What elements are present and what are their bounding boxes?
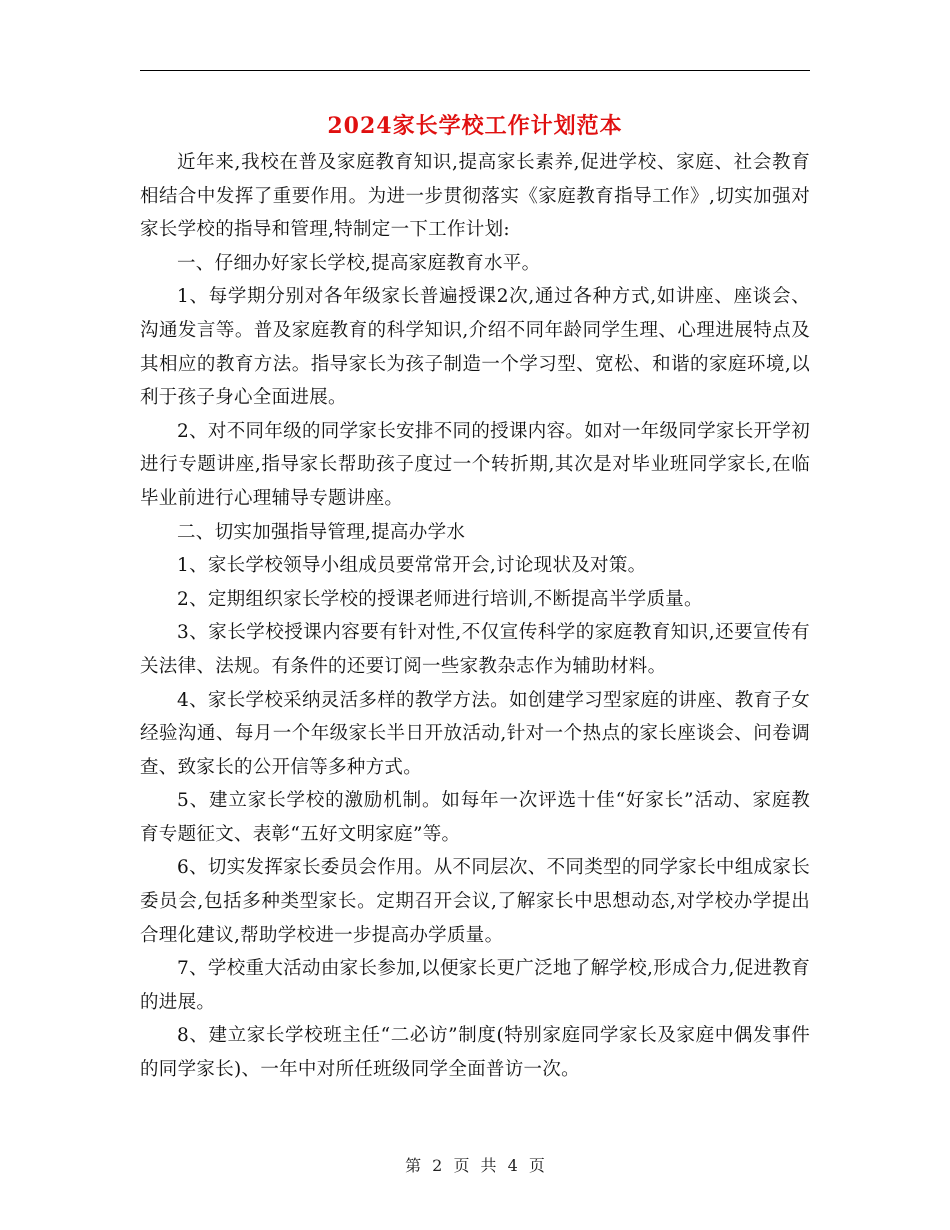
body-paragraph: 2、定期组织家长学校的授课老师进行培训,不断提高半学质量。: [177, 588, 703, 610]
section-heading-1: 一、仔细办好家长学校,提高家庭教育水平。: [177, 252, 541, 274]
body-paragraph: 3、家长学校授课内容要有针对性,不仅宣传科学的家庭教育知识,还要宣传有关法律、法规。有条件的还要订阅一些家教杂志作为辅助材料。: [140, 622, 810, 677]
body-paragraph: 4、家长学校采纳灵活多样的教学方法。如创建学习型家庭的讲座、教育子女经验沟通、每月一个年级家长半日开放活动,针对一个热点的家长座谈会、问卷调查、致家长的公开信等多种方式。: [140, 689, 810, 778]
body-paragraph: 5、建立家长学校的激励机制。如每年一次评选十佳“好家长”活动、家庭教育专题征文、表彰“五好文明家庭”等。: [140, 790, 810, 845]
document-title: 2024家长学校工作计划范本: [327, 113, 623, 139]
page-number-footer: 第 2 页 共 4 页: [405, 1156, 545, 1175]
intro-paragraph: 近年来,我校在普及家庭教育知识,提高家长素养,促进学校、家庭、社会教育相结合中发挥了重要作用。为进一步贯彻落实《家庭教育指导工作》,切实加强对家长学校的指导和管理,特制定一下工作计划:: [140, 152, 810, 241]
body-paragraph: 8、建立家长学校班主任“二必访”制度(特别家庭同学家长及家庭中偶发事件的同学家长)、一年中对所任班级同学全面普访一次。: [140, 1025, 810, 1081]
body-paragraph: 6、切实发挥家长委员会作用。从不同层次、不同类型的同学家长中组成家长委员会,包括多种类型家长。定期召开会议,了解家长中思想动态,对学校办学提出合理化建议,帮助学校进一步提高办学质量。: [140, 857, 810, 946]
document-body: [140, 146, 810, 1087]
body-paragraph: 1、每学期分别对各年级家长普遍授课2次,通过各种方式,如讲座、座谈会、沟通发言等。普及家庭教育的科学知识,介绍不同年龄同学生理、心理进展特点及其相应的教育方法。指导家长为孩子制造一个学习型、宽松、和谐的家庭环境,以利于孩子身心全面进展。: [140, 286, 810, 409]
body-paragraph: 2、对不同年级的同学家长安排不同的授课内容。如对一年级同学家长开学初进行专题讲座,指导家长帮助孩子度过一个转折期,其次是对毕业班同学家长,在临毕业前进行心理辅导专题讲座。: [140, 420, 810, 509]
header-rule: [140, 70, 810, 71]
section-heading-2: 二、切实加强指导管理,提高办学水: [177, 521, 466, 543]
body-paragraph: 1、家长学校领导小组成员要常常开会,讨论现状及对策。: [177, 555, 647, 577]
body-paragraph: 7、学校重大活动由家长参加,以便家长更广泛地了解学校,形成合力,促进教育的进展。: [140, 958, 810, 1013]
